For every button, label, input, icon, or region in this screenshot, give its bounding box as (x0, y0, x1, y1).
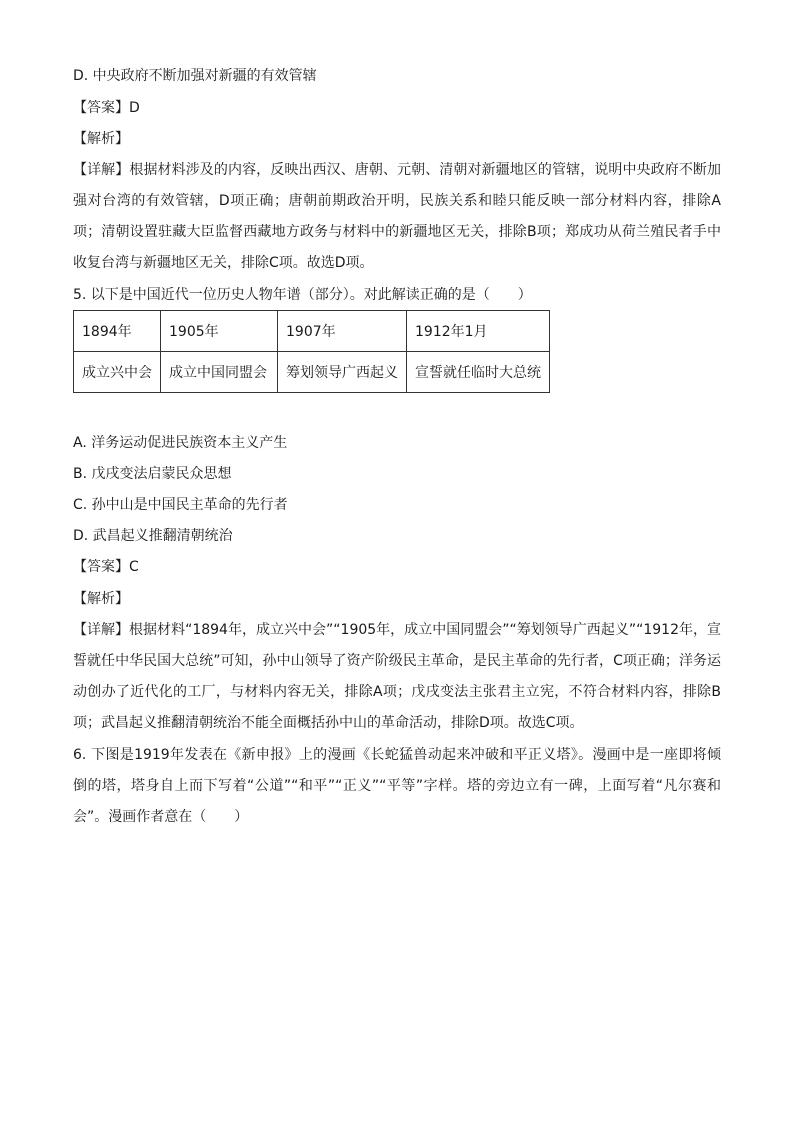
table-cell-event: 宣誓就任临时大总统 (407, 352, 550, 393)
q5-stem: 5. 以下是中国近代一位历史人物年谱（部分）。对此解读正确的是（ ） (73, 287, 532, 303)
q5-option-b: B. 戊戌变法启蒙民众思想 (73, 466, 232, 482)
q4-detail: 【详解】根据材料涉及的内容，反映出西汉、唐朝、元朝、清朝对新疆地区的管辖，说明中央政府不断加强对台湾的有效管辖，D项正确；唐朝前期政治开明，民族关系和睦只能反映一部分材料内容，排除A项；清朝设置驻藏大臣监督西藏地方政务与材料中的新疆地区无关，排除B项；郑成功从荷兰殖民者手中收复台湾与新疆地区无关，排除C项。故选D项。 (73, 162, 721, 271)
table-cell-year: 1912年1月 (407, 311, 550, 352)
chronology-table (73, 310, 550, 393)
q5-answer: 【答案】C (73, 559, 139, 575)
q4-option-d: D. 中央政府不断加强对新疆的有效管辖 (73, 68, 317, 84)
q5-option-d: D. 武昌起义推翻清朝统治 (73, 528, 233, 544)
q6-stem: 6. 下图是1919年发表在《新申报》上的漫画《长蛇猛兽动起来冲破和平正义塔》。漫画中是一座即将倾倒的塔，塔身自上而下写着“公道”“和平”“正义”“平等”字样。塔的旁边立有一碑，上面写着“凡尔赛和会”。漫画作者意在（ ） (73, 747, 721, 825)
table-cell-year: 1905年 (161, 311, 278, 352)
q4-answer: 【答案】D (73, 100, 140, 116)
table-cell-event: 成立中国同盟会 (161, 352, 278, 393)
table-row (74, 311, 550, 352)
table-cell-year: 1907年 (278, 311, 407, 352)
q5-option-c: C. 孙中山是中国民主革命的先行者 (73, 497, 288, 513)
q5-analysis-label: 【解析】 (73, 591, 129, 607)
table-cell-event: 成立兴中会 (74, 352, 161, 393)
table-row (74, 352, 550, 393)
q5-detail: 【详解】根据材料“1894年，成立兴中会”“1905年，成立中国同盟会”“筹划领导广西起义”“1912年，宣誓就任中华民国大总统”可知，孙中山领导了资产阶级民主革命，是民主革命的先行者，C项正确；洋务运动创办了近代化的工厂，与材料内容无关，排除A项；戊戌变法主张君主立宪，不符合材料内容，排除B项；武昌起义推翻清朝统治不能全面概括孙中山的革命活动，排除D项。故选C项。 (73, 622, 721, 731)
q4-analysis-label: 【解析】 (73, 131, 129, 147)
table-cell-event: 筹划领导广西起义 (278, 352, 407, 393)
q5-option-a: A. 洋务运动促进民族资本主义产生 (73, 435, 288, 451)
table-cell-year: 1894年 (74, 311, 161, 352)
